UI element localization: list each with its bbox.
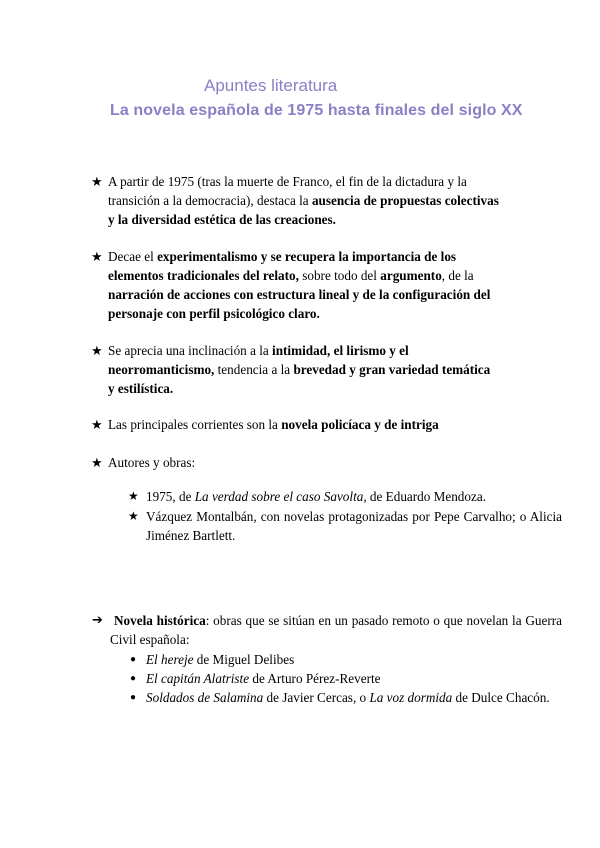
- star-icon: ★: [128, 489, 139, 503]
- bullet-dot-icon: ●: [130, 673, 137, 684]
- star-icon: ★: [91, 417, 103, 432]
- point-line: y la diversidad estética de las creaciones.: [108, 212, 336, 227]
- star-icon: ★: [91, 343, 103, 358]
- point-item: [108, 453, 195, 472]
- point-line: neorromanticismo, tendencia a la brevedad y gran variedad temática: [108, 362, 491, 377]
- list-item: El capitán Alatriste de Arturo Pérez-Reverte: [146, 671, 381, 686]
- star-icon: ★: [91, 455, 103, 470]
- page-title: Apuntes literatura: [204, 76, 338, 95]
- point-item: [108, 341, 490, 398]
- list-item: Soldados de Salamina de Javier Cercas, o La voz dormida de Dulce Chacón.: [146, 690, 550, 705]
- historical-intro: Novela histórica: obras que se sitúan en un pasado remoto o que novelan la Guerra Civil española:: [110, 613, 562, 647]
- point-line: A partir de 1975 (tras la muerte de Franco, el fin de la dictadura y la: [108, 174, 467, 189]
- bullet-dot-icon: ●: [130, 654, 137, 665]
- star-icon: ★: [91, 249, 103, 264]
- point-line: Decae el experimentalismo y se recupera la importancia de los: [108, 249, 457, 264]
- point-line: transición a la democracia), destaca la ausencia de propuestas colectivas: [108, 193, 499, 208]
- point-item: [108, 172, 499, 229]
- list-item: El hereje de Miguel Delibes: [146, 652, 295, 667]
- point-item: [108, 415, 439, 434]
- point-line: Las principales corrientes son la novela policíaca y de intriga: [108, 417, 439, 432]
- author-item: Vázquez Montalbán, con novelas protagonizadas por Pepe Carvalho; o Alicia Jiménez Bartlett.: [146, 509, 562, 543]
- page-subtitle: La novela española de 1975 hasta finales del siglo XX: [110, 102, 523, 119]
- author-item: 1975, de La verdad sobre el caso Savolta, de Eduardo Mendoza.: [146, 489, 487, 504]
- star-icon: ★: [91, 174, 103, 189]
- arrow-right-icon: ➔: [92, 613, 103, 628]
- point-line: narración de acciones con estructura lineal y de la configuración del: [108, 287, 491, 302]
- bullet-dot-icon: ●: [130, 692, 137, 703]
- star-icon: ★: [128, 509, 139, 523]
- point-line: y estilística.: [108, 381, 174, 396]
- point-line: Autores y obras:: [108, 455, 196, 470]
- point-line: elementos tradicionales del relato, sobre todo del argumento, de la: [108, 268, 474, 283]
- point-line: Se aprecia una inclinación a la intimidad, el lirismo y el: [108, 343, 409, 358]
- point-line: personaje con perfil psicológico claro.: [108, 306, 320, 321]
- point-item: [108, 247, 490, 323]
